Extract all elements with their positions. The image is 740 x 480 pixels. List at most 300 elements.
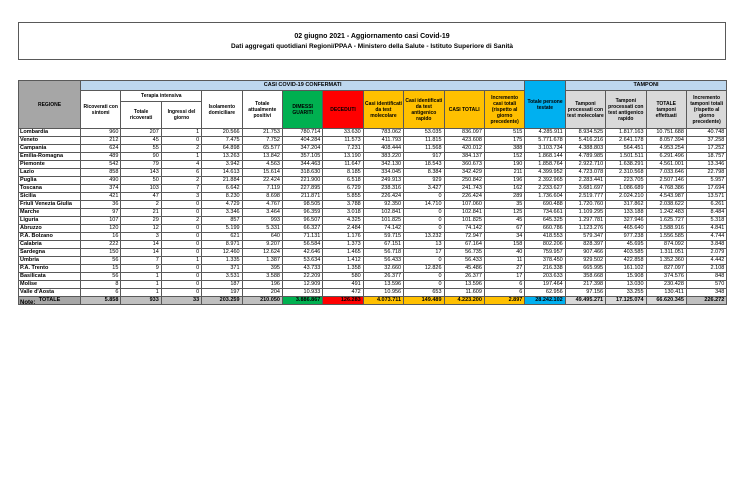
table-cell: 204 [242,289,282,297]
table-cell: 802.206 [525,241,565,249]
table-cell: 857 [202,217,242,225]
table-cell: 542 [81,161,121,169]
table-cell: 404.284 [282,137,322,145]
table-row [19,137,727,145]
table-cell: 1.242.483 [646,209,686,217]
table-row [19,289,727,297]
table-cell: 13.030 [606,281,646,289]
column-header-attualmente-positivi: Totale attualmente positivi [242,91,282,129]
region-name: Lazio [19,169,81,177]
table-cell: 515 [484,129,524,137]
table-cell: 4.073.711 [363,297,403,305]
table-cell: 17.252 [686,145,726,153]
table-cell: 1 [121,273,161,281]
table-cell: 56.433 [444,257,484,265]
table-cell: 0 [161,209,201,217]
table-cell: 56 [81,257,121,265]
table-cell: 40.748 [686,129,726,137]
table-cell: 564.451 [606,145,646,153]
table-cell: 10.751.688 [646,129,686,137]
table-cell: 13.596 [444,281,484,289]
note-label: Note: [20,300,36,306]
table-cell: 97.156 [565,289,605,297]
table-cell: 660.786 [525,225,565,233]
column-header-deceduti: DECEDUTI [323,91,363,129]
table-cell: 1.358 [323,265,363,273]
table-cell: 50 [121,177,161,185]
column-header-tamponi-molecolare: Tamponi processati con test molecolare [565,91,605,129]
table-cell: 21.884 [202,177,242,185]
table-cell: 1.868.144 [525,153,565,161]
table-cell: 14 [121,241,161,249]
table-cell: 5.858 [81,297,121,305]
table-row [19,193,727,201]
table-cell: 2.484 [323,225,363,233]
table-cell: 7 [121,257,161,265]
table-cell: 0 [161,273,201,281]
table-cell: 472 [323,289,363,297]
table-cell: 20.566 [202,129,242,137]
table-row [19,177,727,185]
table-cell: 13.571 [686,193,726,201]
table-cell: 2.283.441 [565,177,605,185]
table-cell: 1.352.360 [646,257,686,265]
table-cell: 56.433 [363,257,403,265]
region-name: Friuli Venezia Giulia [19,201,81,209]
column-header-isolamento: Isolamento domiciliare [202,91,242,129]
table-row [19,281,727,289]
table-cell: 403.585 [606,249,646,257]
table-cell: 653 [404,289,444,297]
group-header-casi-confermati: CASI COVID-19 CONFERMATI [81,81,525,91]
table-cell: 13.596 [363,281,403,289]
table-cell: 125 [484,209,524,217]
table-cell: 828.397 [565,241,605,249]
table-cell: 130.411 [646,289,686,297]
table-cell: 203.633 [525,273,565,281]
table-cell: 37.258 [686,137,726,145]
table-cell: 734.661 [525,209,565,217]
table-cell: 196 [484,177,524,185]
table-cell: 175 [484,137,524,145]
column-header-ti-ingressi-giorno: Ingressi del giorno [161,102,201,129]
table-cell: 53.634 [282,257,322,265]
table-row [19,169,727,177]
table-cell: 11.815 [404,137,444,145]
column-header-casi-antigenico: Casi identificati da test antigenico rapido [404,91,444,129]
table-cell: 17.125.074 [606,297,646,305]
table-cell: 342.130 [363,161,403,169]
region-name: Sardegna [19,249,81,257]
table-cell: 3 [161,193,201,201]
table-cell: 4.744 [686,233,726,241]
table-cell: 993 [242,217,282,225]
table-cell: 7.231 [323,145,363,153]
table-cell: 149.489 [404,297,444,305]
table-cell: 2.038.622 [646,201,686,209]
totale-label: TOTALE [19,297,81,305]
table-cell: 6 [81,289,121,297]
region-name: Piemonte [19,161,81,169]
table-cell: 358.668 [565,273,605,281]
table-cell: 12 [121,225,161,233]
table-cell: 56 [81,273,121,281]
table-cell: 0 [161,265,201,273]
table-cell: 226.424 [444,193,484,201]
region-name: Toscana [19,185,81,193]
table-cell: 2.310.568 [606,169,646,177]
region-name: P.A. Trento [19,265,81,273]
table-cell: 26.377 [444,273,484,281]
table-cell: 317.862 [606,201,646,209]
table-cell: 126.283 [323,297,363,305]
table-cell: 933 [121,297,161,305]
table-cell: 4.767 [242,201,282,209]
table-row [19,161,727,169]
table-cell: 4.561.001 [646,161,686,169]
table-cell: 348 [686,289,726,297]
table-cell: 8.185 [323,169,363,177]
table-cell: 120 [81,225,121,233]
table-cell: 384.137 [444,153,484,161]
table-cell: 4.442 [686,257,726,265]
report-title-box [18,22,726,60]
region-name: P.A. Bolzano [19,233,81,241]
table-cell: 1.311.051 [646,249,686,257]
table-cell: 408.444 [363,145,403,153]
table-cell: 423.608 [444,137,484,145]
group-header-tamponi: TAMPONI [565,81,727,91]
table-cell: 72.947 [444,233,484,241]
table-cell: 33.255 [606,289,646,297]
table-cell: 827.097 [646,265,686,273]
table-cell: 14.613 [202,169,242,177]
table-cell: 465.640 [606,225,646,233]
table-cell: 3.018 [323,209,363,217]
table-cell: 0 [404,209,444,217]
table-cell: 197 [202,289,242,297]
table-cell: 8.484 [686,209,726,217]
table-cell: 1 [161,129,201,137]
table-cell: 7.475 [202,137,242,145]
column-header-incremento-tamponi: Incremento tamponi totali (rispetto al giorno precedente) [686,91,726,129]
table-cell: 45.486 [444,265,484,273]
column-header-casi-molecolare: Casi identificati da test molecolare [363,91,403,129]
table-cell: 780.714 [282,129,322,137]
table-cell: 45.695 [606,241,646,249]
region-name: Veneto [19,137,81,145]
table-cell: 96.359 [282,209,322,217]
table-cell: 7 [161,185,201,193]
table-cell: 0 [161,241,201,249]
table-cell: 0 [161,201,201,209]
table-cell: 12.624 [242,249,282,257]
table-cell: 90 [121,153,161,161]
table-cell: 2.641.178 [606,137,646,145]
table-cell: 357.105 [282,153,322,161]
table-cell: 133.188 [606,209,646,217]
table-cell: 8.698 [242,193,282,201]
table-cell: 621 [202,233,242,241]
table-cell: 217.398 [565,281,605,289]
table-cell: 74.142 [444,225,484,233]
table-cell: 43.733 [282,265,322,273]
table-cell: 0 [404,193,444,201]
column-header-ricoverati: Ricoverati con sintomi [81,91,121,129]
table-cell: 40 [484,249,524,257]
table-cell: 12.826 [404,265,444,273]
table-cell: 210.050 [242,297,282,305]
table-cell: 418.553 [525,233,565,241]
table-cell: 11.609 [444,289,484,297]
table-cell: 1.412 [323,257,363,265]
table-cell: 0 [161,289,201,297]
table-cell: 13.263 [202,153,242,161]
table-cell: 79 [121,161,161,169]
table-cell: 1.109.295 [565,209,605,217]
table-cell: 45 [484,217,524,225]
table-cell: 6.729 [323,185,363,193]
table-cell: 2 [161,145,201,153]
table-cell: 2 [161,177,201,185]
table-cell: 107.060 [444,201,484,209]
table-cell: 190 [484,161,524,169]
table-cell: 420.012 [444,145,484,153]
table-row [19,265,727,273]
table-cell: 1.720.760 [565,201,605,209]
table-cell: 5.855 [323,193,363,201]
table-cell: 388 [484,145,524,153]
table-cell: 1.465 [323,249,363,257]
region-name: Lombardia [19,129,81,137]
table-cell: 2.108 [686,265,726,273]
table-cell: 579.347 [565,233,605,241]
column-header-casi-totali: CASI TOTALI [444,91,484,129]
region-name: Liguria [19,217,81,225]
table-row [19,233,727,241]
table-cell: 56.584 [282,241,322,249]
table-cell: 8.057.394 [646,137,686,145]
table-cell: 395 [242,265,282,273]
table-cell: 1.373 [323,241,363,249]
table-cell: 1.176 [323,233,363,241]
table-cell: 3.942 [202,161,242,169]
table-cell: 5.318 [686,217,726,225]
table-cell: 4.841 [686,225,726,233]
column-header-persone-testate: Totale persone testate [525,81,565,129]
region-name: Marche [19,209,81,217]
table-cell: 96.507 [282,217,322,225]
table-cell: 8.230 [202,193,242,201]
table-cell: 13 [404,241,444,249]
table-cell: 0 [404,225,444,233]
table-cell: 327.946 [606,217,646,225]
table-cell: 4.953.254 [646,145,686,153]
region-name: Valle d'Aosta [19,289,81,297]
table-cell: 1.625.727 [646,217,686,225]
table-cell: 238.316 [363,185,403,193]
table-row [19,241,727,249]
table-cell: 143 [121,169,161,177]
table-cell: 187 [202,281,242,289]
column-header-regione: REGIONE [19,81,81,129]
table-cell: 4.325 [323,217,363,225]
table-cell: 74.142 [363,225,403,233]
table-cell: 4.768.386 [646,185,686,193]
table-cell: 2.079 [686,249,726,257]
table-cell: 3 [121,233,161,241]
table-cell: 221.900 [282,177,322,185]
table-cell: 2.922.710 [565,161,605,169]
column-header-dimessi-guariti: DIMESSI GUARITI [282,91,322,129]
table-cell: 227.895 [282,185,322,193]
table-cell: 6.261 [686,201,726,209]
table-cell: 56.718 [363,249,403,257]
table-cell: 66.327 [282,225,322,233]
table-cell: 836.097 [444,129,484,137]
table-cell: 5.199 [202,225,242,233]
table-cell: 56.735 [444,249,484,257]
table-cell: 8 [81,281,121,289]
table-row [19,145,727,153]
totale-row [19,297,727,305]
table-cell: 759.957 [525,249,565,257]
table-row [19,225,727,233]
table-cell: 11.647 [323,161,363,169]
table-cell: 29 [121,217,161,225]
table-cell: 3.531 [202,273,242,281]
table-cell: 65.577 [242,145,282,153]
table-cell: 21.753 [242,129,282,137]
table-cell: 1 [121,281,161,289]
table-cell: 103 [121,185,161,193]
table-cell: 1.817.163 [606,129,646,137]
table-cell: 8.934.525 [565,129,605,137]
table-cell: 33.630 [323,129,363,137]
table-cell: 411.793 [363,137,403,145]
table-cell: 15.908 [606,273,646,281]
table-cell: 2.507.146 [646,177,686,185]
table-cell: 4.563 [242,161,282,169]
table-cell: 67.151 [363,241,403,249]
table-cell: 2.897 [484,297,524,305]
table-row [19,201,727,209]
table-cell: 491 [323,281,363,289]
table-cell: 4.223.200 [444,297,484,305]
table-cell: 241.743 [444,185,484,193]
table-cell: 1.123.276 [565,225,605,233]
table-cell: 12.460 [202,249,242,257]
table-cell: 374 [81,185,121,193]
table-cell: 334.045 [363,169,403,177]
table-cell: 371 [202,265,242,273]
table-cell: 2 [161,217,201,225]
table-cell: 3.103.734 [525,145,565,153]
table-cell: 3.848 [686,241,726,249]
table-cell: 318.630 [282,169,322,177]
table-cell: 67.164 [444,241,484,249]
table-cell: 6 [484,289,524,297]
table-cell: 0 [404,257,444,265]
table-cell: 422.858 [606,257,646,265]
table-cell: 16 [81,233,121,241]
table-cell: 5.416.216 [565,137,605,145]
table-cell: 6.642 [202,185,242,193]
table-cell: 47 [121,193,161,201]
table-cell: 1.588.916 [646,225,686,233]
table-cell: 874.092 [646,241,686,249]
table-cell: 11 [484,257,524,265]
table-cell: 1 [161,257,201,265]
table-cell: 33 [161,297,201,305]
report-subtitle: Dati aggregati quotidiani Regioni/PPAA - Ministero della Salute - Istituto Superiore di Sanità [230,42,514,50]
table-cell: 12.909 [282,281,322,289]
covid-data-table [18,80,727,305]
table-cell: 26.377 [363,273,403,281]
table-cell: 645.325 [525,217,565,225]
table-cell: 4 [161,161,201,169]
table-row [19,249,727,257]
table-cell: 28.242.102 [525,297,565,305]
table-cell: 624 [81,145,121,153]
table-cell: 45 [121,137,161,145]
table-cell: 6 [484,281,524,289]
table-cell: 7.752 [242,137,282,145]
table-cell: 152 [484,153,524,161]
table-cell: 150 [81,249,121,257]
table-cell: 3.588 [242,273,282,281]
region-name: Campania [19,145,81,153]
table-cell: 917 [404,153,444,161]
table-cell: 383.220 [363,153,403,161]
table-cell: 15.614 [242,169,282,177]
table-cell: 2 [121,201,161,209]
table-cell: 11.573 [323,137,363,145]
table-cell: 4.388.803 [565,145,605,153]
region-name: Umbria [19,257,81,265]
table-cell: 161.102 [606,265,646,273]
table-cell: 421 [81,193,121,201]
table-cell: 7.033.646 [646,169,686,177]
table-cell: 0 [404,217,444,225]
table-cell: 347.204 [282,145,322,153]
table-cell: 18.543 [404,161,444,169]
table-cell: 14.710 [404,201,444,209]
table-cell: 8.971 [202,241,242,249]
table-cell: 570 [686,281,726,289]
table-cell: 11.568 [404,145,444,153]
table-cell: 3.464 [242,209,282,217]
table-row [19,129,727,137]
table-cell: 66.620.345 [646,297,686,305]
column-header-incremento-casi: Incremento casi totali (rispetto al giorno precedente) [484,91,524,129]
table-cell: 3.346 [202,209,242,217]
column-header-tamponi-antigenico: Tamponi processati con test antigenico rapido [606,91,646,129]
table-cell: 101.825 [363,217,403,225]
table-cell: 6.518 [323,177,363,185]
table-cell: 27 [484,265,524,273]
table-cell: 101.825 [444,217,484,225]
table-cell: 929.502 [565,257,605,265]
table-cell: 22.209 [282,273,322,281]
table-cell: 5.957 [686,177,726,185]
table-cell: 4.723.078 [565,169,605,177]
table-cell: 6.291.496 [646,153,686,161]
table-cell: 36 [81,201,121,209]
group-header-terapia-intensiva: Terapia intensiva [121,91,202,102]
table-cell: 55 [121,145,161,153]
table-cell: 0 [161,225,201,233]
